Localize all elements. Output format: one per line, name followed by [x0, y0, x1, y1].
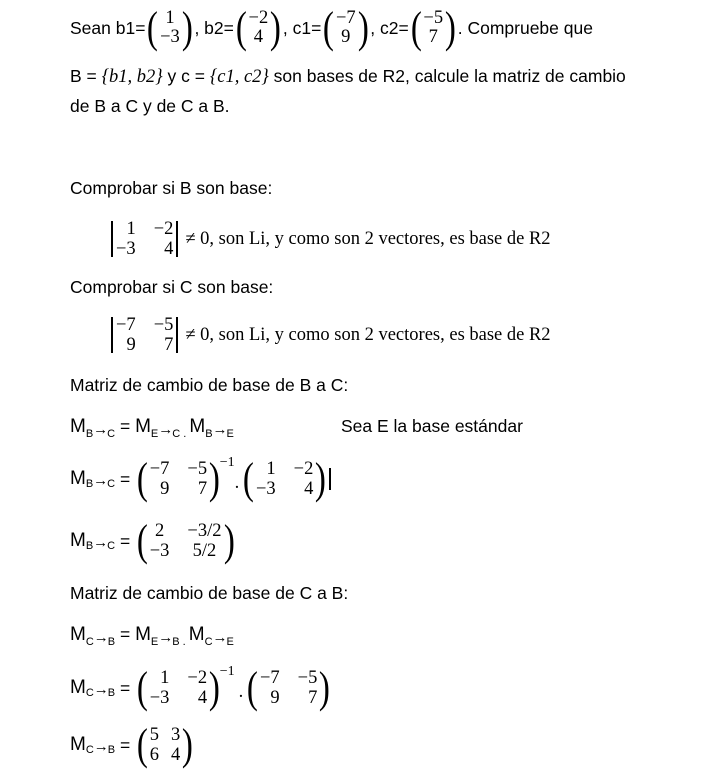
text-de-b-a-c: de B a C y de C a B. [70, 96, 230, 116]
text-y-c: y c = [162, 66, 210, 86]
c2-bottom: 7 [428, 27, 438, 47]
cell: −7 [259, 668, 280, 688]
cell: 9 [126, 335, 136, 355]
equals: = [115, 678, 136, 698]
cell: 3 [170, 725, 181, 745]
b-to-c-step [70, 456, 331, 502]
cell: −2 [187, 668, 208, 688]
m-symbol: M [189, 416, 206, 437]
equals: = [115, 531, 136, 551]
subscript: B [107, 687, 116, 699]
arrow-icon: → [93, 421, 108, 438]
m-symbol: M [70, 624, 86, 645]
arrow-icon: → [93, 681, 108, 698]
cell: 5/2 [192, 541, 217, 561]
cell: 7 [164, 335, 174, 355]
arrow-icon: → [212, 421, 227, 438]
cell: −5 [153, 315, 174, 335]
subscript: C [85, 687, 94, 699]
subscript: E [226, 636, 234, 648]
right-paren: ) [208, 663, 220, 712]
left-paren: ( [136, 720, 148, 769]
subscript: C [85, 636, 94, 648]
left-paren: ( [410, 3, 422, 52]
cell: 6 [149, 745, 159, 765]
arrow-icon: → [212, 629, 227, 646]
left-paren: ( [323, 3, 335, 52]
arrow-icon: → [93, 629, 108, 646]
c2-top: −5 [423, 8, 444, 28]
cell: −3 [255, 479, 276, 499]
cell: −5 [297, 668, 318, 688]
set-b: {b1, b2} [101, 67, 163, 87]
c-to-b-formula [70, 622, 234, 649]
label-b1: b1= [115, 18, 146, 38]
right-paren: ) [444, 3, 456, 52]
subscript: B [85, 540, 94, 552]
right-paren: ) [315, 454, 327, 503]
c-to-b-step [70, 665, 332, 711]
subscript: B [205, 428, 213, 440]
label-b2: , b2= [194, 18, 234, 38]
m-symbol: M [70, 416, 86, 437]
matrix-b-inverse [135, 663, 235, 712]
text-son-bases: son bases de R2, calcule la matriz de cambio [268, 66, 626, 86]
cell: −3/2 [187, 521, 222, 541]
m-symbol: M [188, 624, 205, 645]
b2-top: −2 [248, 8, 269, 28]
check-c-conclusion: ≠ 0, son Li, y como son 2 vectores, es base de R2 [185, 325, 551, 345]
cell: −2 [153, 219, 174, 239]
right-paren: ) [357, 3, 369, 52]
text-compruebe: . Compruebe que [457, 18, 593, 38]
subscript: B [85, 428, 94, 440]
left-paren: ( [147, 3, 159, 52]
cell: 5 [149, 725, 159, 745]
arrow-icon: → [93, 534, 108, 551]
matrix-c-inverse [135, 454, 235, 503]
b-to-c-result [70, 518, 236, 564]
check-b-conclusion: ≠ 0, son Li, y como son 2 vectores, es base de R2 [185, 229, 551, 249]
label-c2: , c2= [370, 18, 409, 38]
m-symbol: M [70, 677, 86, 698]
cell: 1 [160, 668, 170, 688]
arrow-icon: → [93, 738, 108, 755]
right-paren: ) [319, 663, 331, 712]
subscript: E [150, 636, 159, 648]
c1-top: −7 [335, 8, 356, 28]
subscript: E [150, 428, 159, 440]
text-cursor [329, 468, 331, 490]
cell: −3 [149, 688, 170, 708]
subscript: C [107, 428, 116, 440]
standard-basis-note: Sea E la base estándar [341, 416, 523, 436]
subscript: B [107, 636, 116, 648]
cell: 4 [197, 688, 208, 708]
text-b-eq: B = [70, 66, 102, 86]
vector-c2 [409, 3, 458, 52]
dot: . [234, 473, 240, 493]
det-bar-right [176, 221, 178, 257]
subscript: C [107, 478, 116, 490]
vector-b2 [234, 3, 283, 52]
vector-c1 [321, 3, 370, 52]
set-c: {c1, c2} [209, 67, 269, 87]
cell: 4 [164, 239, 174, 259]
left-paren: ( [235, 3, 247, 52]
det-bar-left [111, 317, 113, 353]
cell: 9 [270, 688, 280, 708]
equals: = [115, 469, 136, 489]
m-symbol: M [70, 734, 86, 755]
cell: 2 [154, 521, 165, 541]
left-paren: ( [136, 663, 148, 712]
result-matrix-c-to-b [135, 720, 195, 769]
right-paren: ) [181, 3, 193, 52]
determinant-b [108, 219, 181, 259]
cell: 7 [308, 688, 318, 708]
equals: = [115, 416, 136, 436]
left-paren: ( [247, 663, 259, 712]
inverse-exponent: −1 [219, 664, 235, 679]
m-symbol: M [135, 416, 151, 437]
m-symbol: M [70, 468, 86, 489]
right-paren: ) [270, 3, 282, 52]
subscript: E [226, 428, 234, 440]
right-paren: ) [208, 454, 220, 503]
cell: 1 [126, 219, 136, 239]
left-paren: ( [243, 454, 255, 503]
problem-statement-line-3 [70, 94, 230, 118]
dot: . [238, 682, 244, 702]
subscript: C [107, 540, 116, 552]
label-c1: , c1= [282, 18, 322, 38]
result-matrix-b-to-c [135, 516, 236, 565]
vector-b1 [145, 3, 194, 52]
cell: 9 [160, 479, 170, 499]
right-paren: ) [182, 720, 194, 769]
cell: −3 [149, 541, 170, 561]
m-symbol: M [135, 624, 151, 645]
equals: = [115, 624, 136, 644]
inverse-exponent: −1 [219, 455, 235, 470]
c1-bottom: 9 [341, 27, 351, 47]
equals: = [115, 735, 136, 755]
dot: . [180, 428, 190, 440]
b-to-c-formula [70, 414, 234, 441]
arrow-icon: → [93, 472, 108, 489]
cell: −5 [187, 459, 208, 479]
left-paren: ( [136, 454, 148, 503]
det-bar-right [176, 317, 178, 353]
subscript: C [172, 428, 181, 440]
matrix-b [241, 454, 328, 503]
cell: −7 [149, 459, 170, 479]
arrow-icon: → [158, 629, 173, 646]
check-b-determinant-line [108, 216, 551, 262]
subscript: B [85, 478, 94, 490]
arrow-icon: → [158, 421, 173, 438]
det-bar-left [111, 221, 113, 257]
check-c-determinant-line [108, 312, 551, 358]
text-sean: Sean [70, 18, 111, 38]
b1-bottom: −3 [160, 27, 180, 47]
right-paren: ) [223, 516, 235, 565]
cell: −7 [116, 315, 136, 335]
determinant-c [108, 315, 181, 355]
subscript: C [85, 744, 94, 756]
problem-statement-line-1 [70, 3, 593, 52]
dot: . [179, 636, 189, 648]
cell: 1 [266, 459, 276, 479]
b2-bottom: 4 [253, 27, 263, 47]
matrix-c [245, 663, 332, 712]
c-to-b-result [70, 722, 195, 768]
m-symbol: M [70, 530, 86, 551]
subscript: B [107, 744, 116, 756]
subscript: B [172, 636, 180, 648]
cell: −2 [293, 459, 314, 479]
cell: 7 [197, 479, 208, 499]
check-c-heading: Comprobar si C son base: [70, 277, 274, 297]
left-paren: ( [136, 516, 148, 565]
cell: 4 [170, 745, 181, 765]
c-to-b-heading: Matriz de cambio de base de C a B: [70, 583, 349, 603]
b1-top: 1 [165, 8, 175, 28]
subscript: C [204, 636, 213, 648]
cell: 4 [304, 479, 314, 499]
b-to-c-heading: Matriz de cambio de base de B a C: [70, 375, 349, 395]
cell: −3 [116, 239, 136, 259]
check-b-heading: Comprobar si B son base: [70, 178, 273, 198]
problem-statement-line-2 [70, 64, 626, 89]
